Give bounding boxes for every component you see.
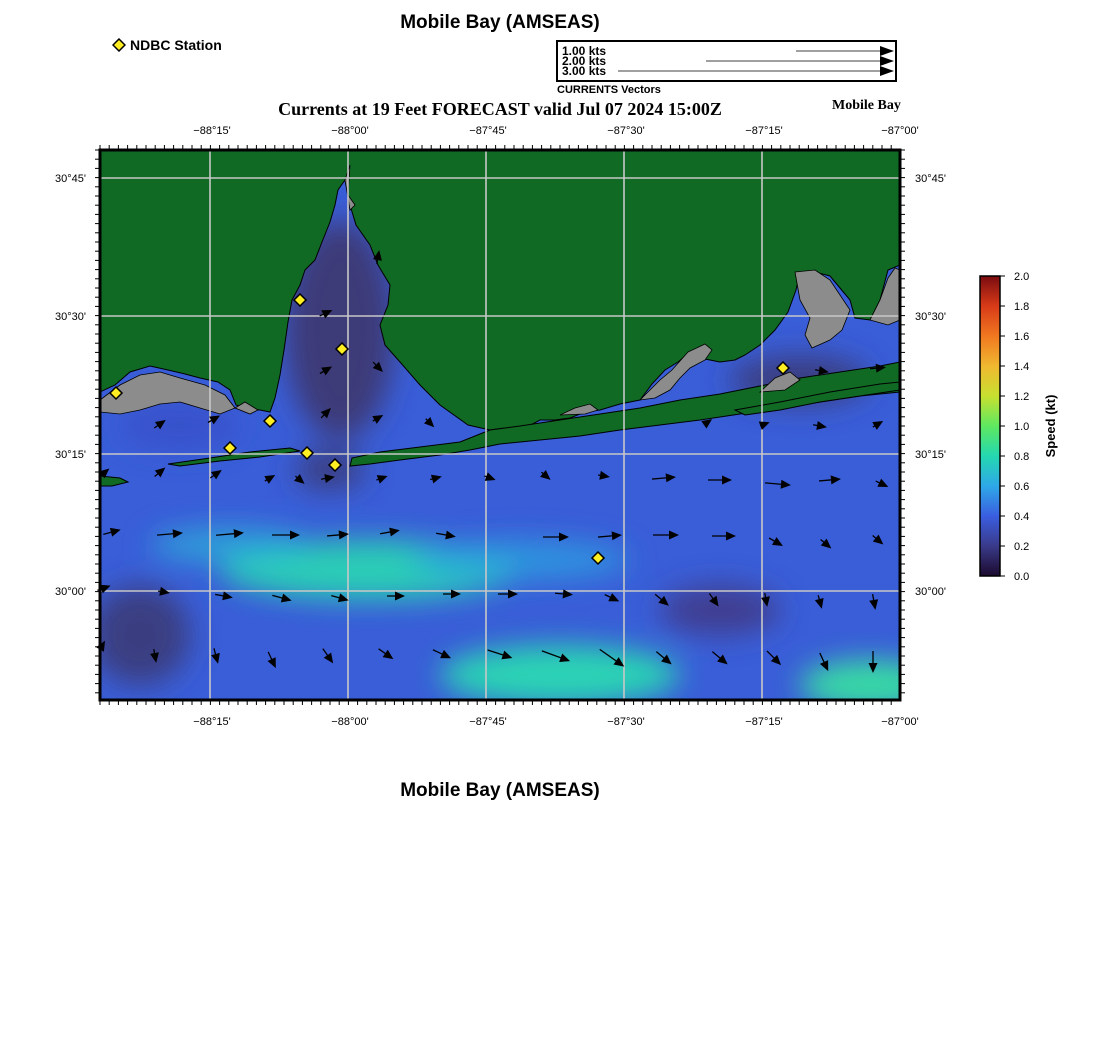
colorbar-tick-label: 0.4 [1014,511,1030,523]
footer-title: Mobile Bay (AMSEAS) [400,780,600,801]
vector-scale-label-1: 1.00 kts [562,44,607,58]
lon-label-bottom-2: −88°00' [331,716,369,728]
colorbar-tick-label: 2.0 [1014,271,1030,283]
lon-label-top-5: −87°15' [745,125,783,137]
colorbar-title: Speed (kt) [1043,394,1058,458]
lon-label-top-6: −87°00' [881,125,919,137]
vector-scale-label-3: 3.00 kts [562,64,607,78]
lat-label-right-3: 30°15' [915,449,946,461]
page-title: Mobile Bay (AMSEAS) [400,12,600,33]
colorbar-tick-label: 1.0 [1014,421,1030,433]
colorbar-tick-label: 1.2 [1014,391,1030,403]
lat-label-right-1: 30°45' [915,173,946,185]
vector-caption: CURRENTS Vectors [557,84,661,96]
colorbar-tick-label: 1.8 [1014,301,1030,313]
lon-label-bottom-3: −87°45' [469,716,507,728]
region-label: Mobile Bay [832,98,901,113]
lat-label-right-2: 30°30' [915,311,946,323]
lat-label-left-1: 30°45' [55,173,86,185]
map-subtitle: Currents at 19 Feet FORECAST valid Jul 07 2024 15:00Z [278,99,722,119]
colorbar-ticks [1000,271,1029,583]
station-legend-label: NDBC Station [130,37,222,53]
lon-label-top-1: −88°15' [193,125,231,137]
speed-colorbar [980,271,1058,583]
lat-label-right-4: 30°00' [915,586,946,598]
colorbar-tick-label: 1.6 [1014,331,1030,343]
map-frame-content [90,150,940,710]
colorbar-tick-label: 0.2 [1014,541,1030,553]
lat-label-left-4: 30°00' [55,586,86,598]
lat-label-left-2: 30°30' [55,311,86,323]
colorbar-tick-label: 0.6 [1014,481,1030,493]
lon-label-top-4: −87°30' [607,125,645,137]
lon-label-bottom-4: −87°30' [607,716,645,728]
vector-scale-label-2: 2.00 kts [562,54,607,68]
colorbar-gradient [980,276,1000,576]
colorbar-tick-label: 1.4 [1014,361,1030,373]
lon-label-bottom-1: −88°15' [193,716,231,728]
colorbar-tick-label: 0.8 [1014,451,1030,463]
lat-label-left-3: 30°15' [55,449,86,461]
lon-label-top-2: −88°00' [331,125,369,137]
lon-label-bottom-5: −87°15' [745,716,783,728]
colorbar-tick-label: 0.0 [1014,571,1030,583]
lon-label-bottom-6: −87°00' [881,716,919,728]
lon-label-top-3: −87°45' [469,125,507,137]
